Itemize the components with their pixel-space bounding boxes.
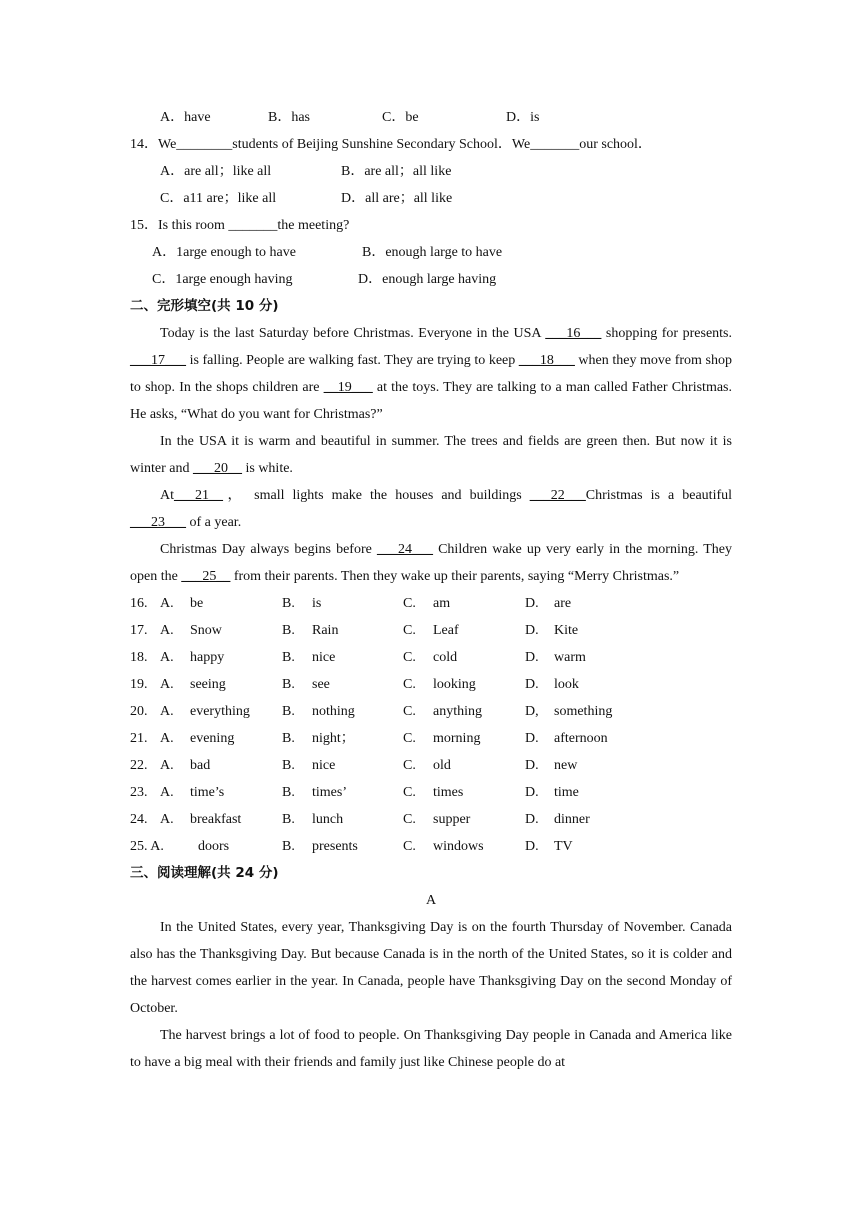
blank-20: ___20__	[192, 461, 242, 476]
q14-options-row2	[130, 185, 732, 212]
q14-option-d: D．all are；all like	[341, 191, 453, 206]
option-row-24: 24. A. breakfast B. lunch C. supper D. dinner	[130, 812, 590, 827]
q13-options	[130, 104, 732, 131]
option-row-20: 20. A. everything B. nothing C. anything D, something	[130, 704, 613, 719]
exam-page	[130, 104, 732, 1076]
option-row-17: 17. A. Snow B. Rain C. Leaf D. Kite	[130, 623, 579, 638]
option-row-21: 21. A. evening B. night； C. morning D. afternoon	[130, 731, 608, 746]
cloze-paragraph-2: In the USA it is warm and beautiful in summer. The trees and fields are green then. But now it is winter and ___20__ is white.	[130, 434, 732, 476]
passage-label: A	[425, 893, 437, 908]
q13-option-c: C．be	[382, 110, 419, 125]
option-row-23: 23. A. time’s B. times’ C. times D. time	[130, 785, 579, 800]
q15-options-row2	[130, 266, 732, 293]
option-row-16: 16. A. be B. is C. am D. are	[130, 596, 572, 611]
blank-18: ___18___	[518, 353, 575, 368]
blank-23: ___23___	[130, 515, 186, 530]
q15-option-d: D．enough large having	[358, 272, 497, 287]
blank-16: ___16___	[545, 326, 602, 341]
option-row-18: 18. A. happy B. nice C. cold D. warm	[130, 650, 586, 665]
blank-24: ___24___	[376, 542, 433, 557]
q13-option-d: D．is	[506, 110, 540, 125]
cloze-options-table	[130, 590, 732, 860]
q14-option-a: A．are all；like all	[160, 164, 272, 179]
blank-17: ___17___	[130, 353, 186, 368]
blank-25: ___25__	[181, 569, 231, 584]
q15-option-a: A．1arge enough to have	[152, 245, 296, 260]
q14-stem: 14．We________students of Beijing Sunshine Secondary School．We_______our school．	[130, 137, 652, 152]
option-row-19: 19. A. seeing B. see C. looking D. look	[130, 677, 579, 692]
q14-option-b: B．are all；all like	[341, 164, 452, 179]
q14-options-row1	[130, 158, 732, 185]
cloze-paragraph-4: Christmas Day always begins before ___24___ Children wake up very early in the morning. They open the ___25__ from their parents. Then they wake up their parents, saying “Merry Christmas.”	[130, 542, 732, 584]
q15-option-b: B．enough large to have	[362, 245, 503, 260]
cloze-paragraph-3: At___21__， small lights make the houses and buildings ___22___Christmas is a beautiful ___23___ of a year.	[130, 488, 733, 530]
q13-option-a: A．have	[160, 110, 211, 125]
option-row-25: 25. A. doors B. presents C. windows D. TV	[130, 839, 573, 854]
q14-option-c: C．a11 are；like all	[160, 191, 277, 206]
section2-heading: 二、完形填空(共 10 分)	[130, 298, 279, 314]
reading-paragraph-1: In the United States, every year, Thanksgiving Day is on the fourth Thursday of November. Canada also has the Thanksgiving Day. But because Canada is in the north of the United States, so it is colder and the harvest comes earlier in the year. In Canada, people have Thanksgiving Day on the second Monday of October.	[130, 920, 732, 1016]
q15-stem: 15．Is this room _______the meeting?	[130, 218, 350, 233]
q15-options-row1	[130, 239, 732, 266]
q15-option-c: C．1arge enough having	[152, 272, 293, 287]
blank-21: ___21__	[174, 488, 223, 503]
cloze-paragraph-1: Today is the last Saturday before Christmas. Everyone in the USA ___16___ shopping for presents. ___17___ is falling. People are walking fast. They are trying to keep ___18___ when they move from shop to shop. In the shops children are __19___ at the toys. They are talking to a man called Father Christmas. He asks, “What do you want for Christmas?”	[130, 326, 732, 422]
section3-heading: 三、阅读理解(共 24 分)	[130, 865, 279, 881]
option-row-22: 22. A. bad B. nice C. old D. new	[130, 758, 578, 773]
q13-option-b: B．has	[268, 110, 310, 125]
reading-paragraph-2: The harvest brings a lot of food to people. On Thanksgiving Day people in Canada and America like to have a big meal with their friends and family just like Chinese people do at	[130, 1028, 732, 1070]
blank-19: __19___	[323, 380, 373, 395]
blank-22: ___22___	[529, 488, 586, 503]
